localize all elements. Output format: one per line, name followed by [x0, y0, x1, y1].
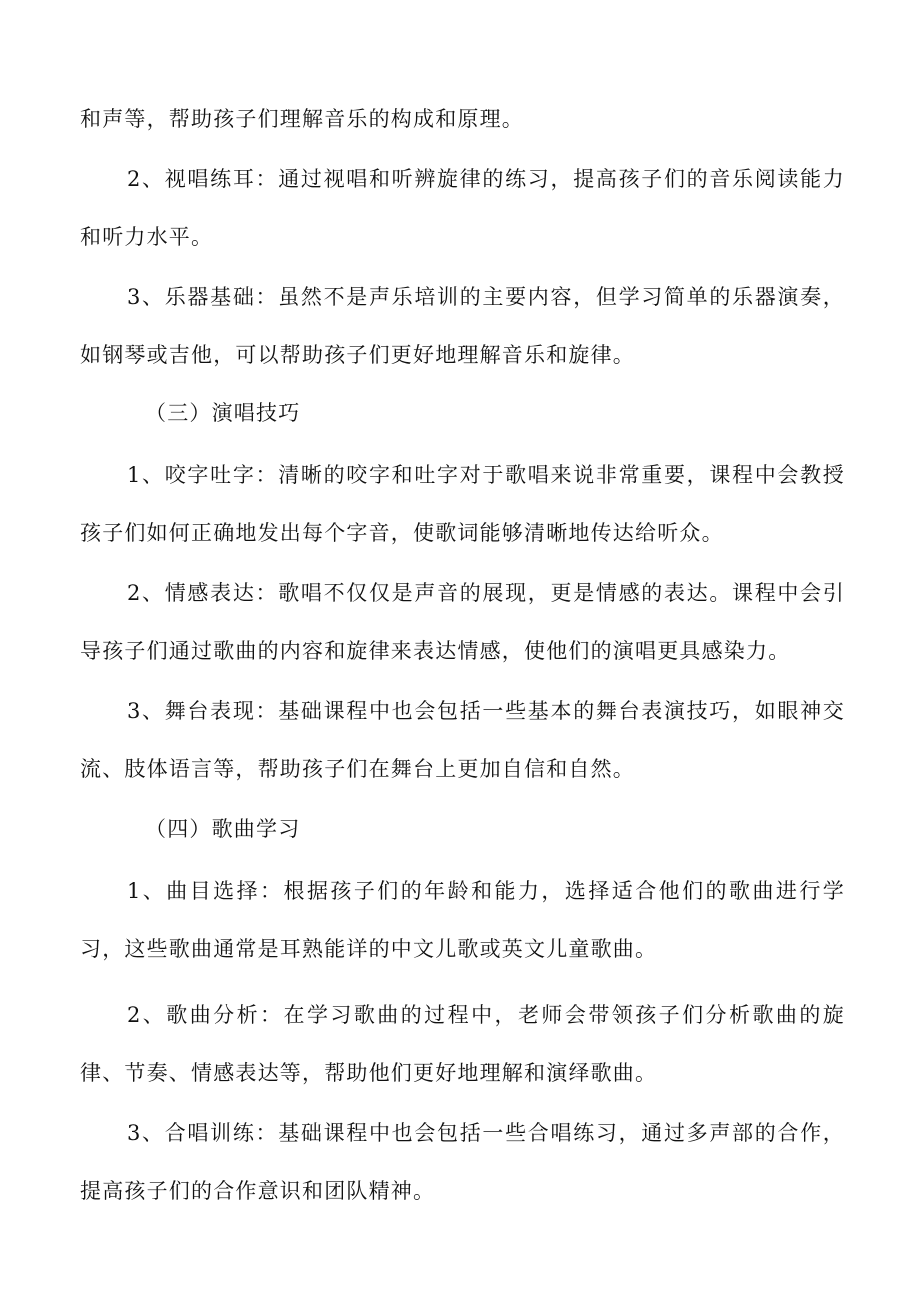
paragraph-song-analysis: 2、歌曲分析：在学习歌曲的过程中，老师会带领孩子们分析歌曲的旋律、节奏、情感表达等，帮助他们更好地理解和演绎歌曲。 — [80, 1003, 845, 1085]
paragraph-emotional-expression: 2、情感表达：歌唱不仅仅是声音的展现，更是情感的表达。课程中会引导孩子们通过歌曲的内容和旋律来表达情感，使他们的演唱更具感染力。 — [80, 581, 845, 663]
paragraph-continuation: 和声等，帮助孩子们理解音乐的构成和原理。 — [80, 107, 524, 131]
section-heading-song-learning: （四）歌曲学习 — [145, 817, 301, 841]
paragraph-stage-performance: 3、舞台表现：基础课程中也会包括一些基本的舞台表演技巧，如眼神交流、肢体语言等，帮助孩子们在舞台上更加自信和自然。 — [80, 699, 845, 781]
paragraph-repertoire-selection: 1、曲目选择：根据孩子们的年龄和能力，选择适合他们的歌曲进行学习，这些歌曲通常是耳熟能详的中文儿歌或英文儿童歌曲。 — [80, 879, 845, 961]
paragraph-instrument-basics: 3、乐器基础：虽然不是声乐培训的主要内容，但学习简单的乐器演奏，如钢琴或吉他，可以帮助孩子们更好地理解音乐和旋律。 — [80, 285, 845, 367]
paragraph-sight-singing: 2、视唱练耳：通过视唱和听辨旋律的练习，提高孩子们的音乐阅读能力和听力水平。 — [80, 167, 845, 249]
paragraph-articulation: 1、咬字吐字：清晰的咬字和吐字对于歌唱来说非常重要，课程中会教授孩子们如何正确地发出每个字音，使歌词能够清晰地传达给听众。 — [80, 463, 845, 545]
paragraph-choir-training: 3、合唱训练：基础课程中也会包括一些合唱练习，通过多声部的合作，提高孩子们的合作意识和团队精神。 — [80, 1121, 845, 1203]
section-heading-singing-skills: （三）演唱技巧 — [145, 401, 301, 425]
